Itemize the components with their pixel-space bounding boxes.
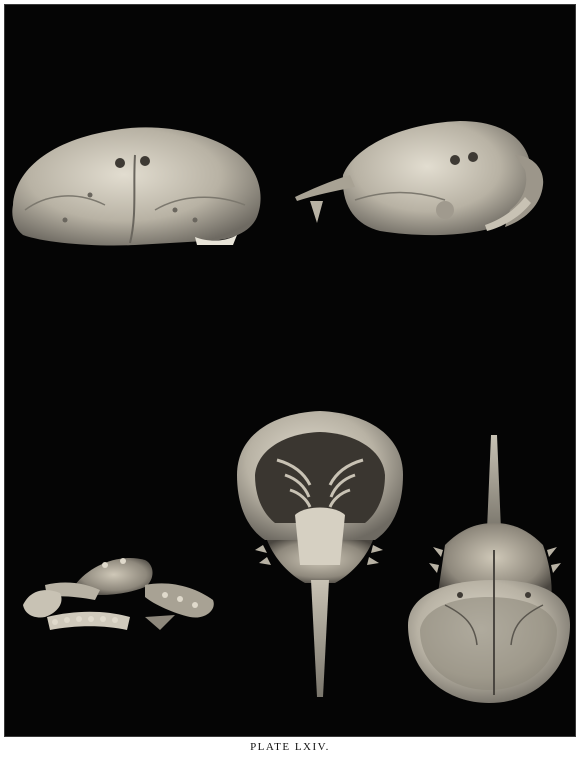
plate-figure	[5, 5, 576, 737]
horseshoe-crab-dorsal	[408, 435, 570, 703]
spider-crab	[23, 558, 214, 630]
plate-caption: PLATE LXIV.	[250, 741, 330, 753]
crab-carapace-left	[12, 127, 260, 245]
horseshoe-crab-ventral	[237, 411, 403, 697]
photo-plate	[4, 4, 576, 737]
crab-carapace-right	[295, 121, 543, 235]
